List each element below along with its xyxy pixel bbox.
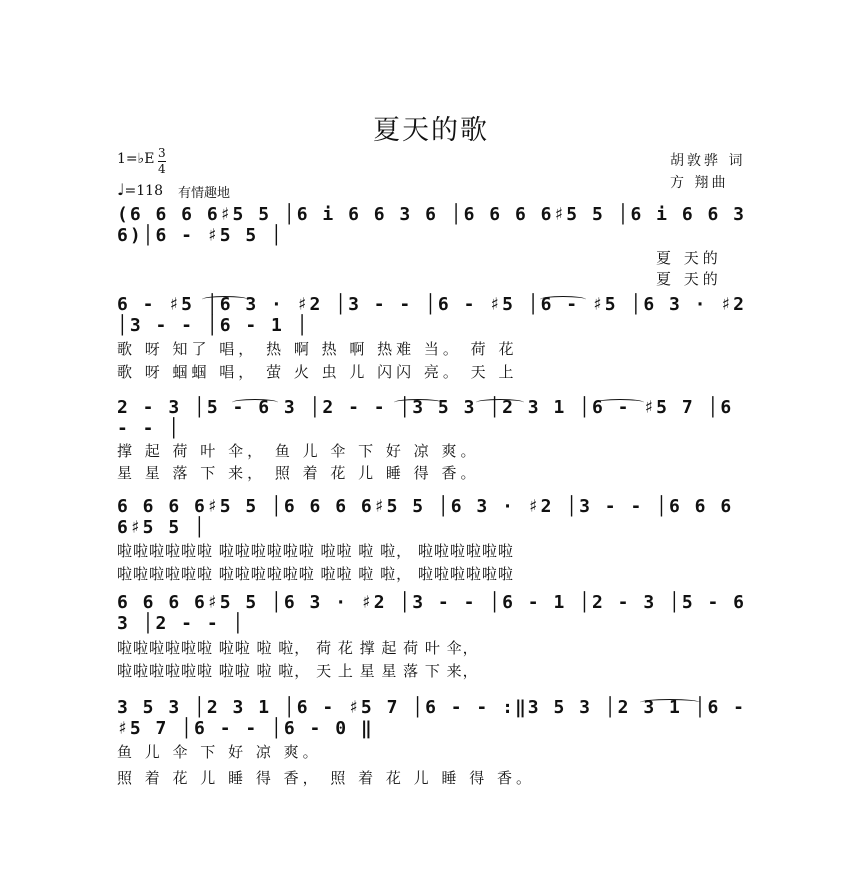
slur-mark <box>640 699 700 706</box>
expression-marking: 有情趣地 <box>178 186 231 201</box>
slur-mark <box>202 296 248 303</box>
lyric-line-3b: 星 星 落 下 来， 照 着 花 儿 睡 得 香。 <box>117 464 480 482</box>
notation-line-2-notes: 6 - ♯5 │6 3 · ♯2 │3 - - │6 - ♯5 │6 - ♯5 │6 3 · ♯2 │3 - - │6 - 1 │ <box>117 294 747 336</box>
notation-line-4-notes: 6 6 6 6♯5 5 │6 6 6 6♯5 5 │6 3 · ♯2 │3 - - │6 6 6 6♯5 5 │ <box>117 496 734 538</box>
notation-line-4 <box>117 496 753 538</box>
lyric-line-6b: 照 着 花 儿 睡 得 香， 照 着 花 儿 睡 得 香。 <box>117 769 535 787</box>
notation-line-6-notes: 3 5 3 │2 3 1 │6 - ♯5 7 │6 - - :‖3 5 3 │2 3 1 │6 - ♯5 7 │6 - - │6 - 0 ‖ <box>117 697 747 739</box>
tempo-marking <box>117 180 163 199</box>
lyric-line-2b: 歌 呀 蝈蝈 唱， 萤 火 虫 儿 闪闪 亮。 天 上 <box>117 363 518 381</box>
lyric-line-4b: 啦啦啦啦啦啦 啦啦啦啦啦啦 啦啦 啦 啦， 啦啦啦啦啦啦 <box>117 565 514 583</box>
lyric-line-5b: 啦啦啦啦啦啦 啦啦 啦 啦， 天 上 星 星 落 下 来， <box>117 662 479 680</box>
lyricist-credit: 胡敦骅 词 <box>670 153 746 169</box>
slur-mark <box>394 399 442 406</box>
lyric-line-5a: 啦啦啦啦啦啦 啦啦 啦 啦， 荷 花 撑 起 荷 叶 伞， <box>117 639 479 657</box>
lyric-line-3a: 撑 起 荷 叶 伞， 鱼 儿 伞 下 好 凉 爽。 <box>117 442 480 460</box>
lyric-line-4a: 啦啦啦啦啦啦 啦啦啦啦啦啦 啦啦 啦 啦， 啦啦啦啦啦啦 <box>117 542 514 560</box>
lyric-line-1a: 夏 天的 <box>656 249 722 267</box>
slur-mark <box>540 296 586 303</box>
slur-mark <box>476 399 524 406</box>
time-signature-top: 3 <box>158 146 166 160</box>
notation-line-5-notes: 6 6 6 6♯5 5 │6 3 · ♯2 │3 - - │6 - 1 │2 - 3 │5 - 6 3 │2 - - │ <box>117 592 747 634</box>
time-signature <box>158 146 166 177</box>
quarter-note-icon: ♩ <box>117 180 125 199</box>
notation-line-5 <box>117 592 753 634</box>
composer-credit: 方 翔曲 <box>670 175 729 191</box>
time-signature-bottom: 4 <box>158 162 166 176</box>
slur-mark <box>596 399 644 406</box>
lyric-line-2a: 歌 呀 知了 唱， 热 啊 热 啊 热难 当。 荷 花 <box>117 340 518 358</box>
lyric-line-6a: 鱼 儿 伞 下 好 凉 爽。 <box>117 743 322 761</box>
notation-line-3-notes: 2 - 3 │5 - 6 3 │2 - - │3 5 3 │2 3 1 │6 - ♯5 7 │6 - - │ <box>117 397 734 439</box>
tempo-value: =118 <box>124 183 163 199</box>
lyric-line-1b: 夏 天的 <box>656 270 722 288</box>
notation-line-1-notes: (6 6 6 6♯5 5 │6 i 6 6 3 6 │6 6 6 6♯5 5 │6 i 6 6 3 6)│6 - ♯5 5 │ <box>117 204 747 246</box>
key-signature: 1=♭E <box>117 151 155 167</box>
song-title: 夏天的歌 <box>373 115 489 146</box>
notation-line-1 <box>117 204 753 246</box>
slur-mark <box>232 399 278 406</box>
